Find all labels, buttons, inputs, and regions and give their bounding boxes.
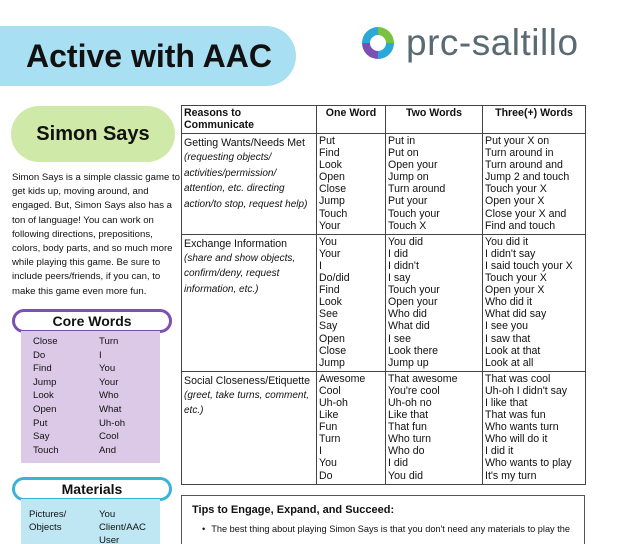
phrase: Put in: [388, 135, 416, 147]
material-item: Pictures/: [29, 509, 67, 520]
phrase: Open your: [388, 159, 438, 172]
column-header: Reasons to Communicate: [182, 106, 317, 134]
core-word: Close: [33, 336, 58, 347]
phrase: Close your X and: [485, 207, 567, 220]
phrase: Touch your X: [485, 272, 547, 285]
core-word: Jump: [33, 376, 57, 388]
phrase: Your: [319, 219, 341, 232]
two-word-cell: [386, 134, 483, 235]
core-word: You: [99, 363, 116, 375]
phrase: I say: [388, 272, 411, 285]
phrase: That was cool: [485, 372, 551, 385]
phrase: Who wants to play: [485, 457, 572, 470]
phrase: You're cool: [388, 384, 440, 397]
tips-item: [192, 524, 574, 534]
phrase: Like: [319, 409, 339, 422]
core-word: Look: [33, 390, 54, 402]
phrase: You: [319, 457, 337, 470]
materials-list: [21, 499, 160, 544]
phrase: Turn around: [388, 183, 446, 196]
page-title: Active with AAC: [26, 37, 272, 74]
phrase: Open your X: [485, 284, 545, 297]
phrase: Turn around in: [485, 147, 554, 160]
table-row: [182, 371, 586, 484]
phrase: Open: [319, 171, 345, 184]
phrase: I like that: [485, 396, 528, 409]
phrase: See: [319, 308, 338, 321]
table-row: [182, 134, 586, 235]
phrase: Close: [319, 183, 347, 196]
phrase: You did: [388, 235, 423, 248]
phrase: That was fun: [485, 409, 546, 422]
core-word: Turn: [99, 336, 119, 347]
one-word-cell: [317, 234, 386, 371]
three-word-cell: [483, 234, 586, 371]
material-item: Client/AAC: [99, 522, 146, 533]
phrase: Awesome: [319, 372, 366, 385]
core-word: Your: [99, 376, 119, 388]
reason-title: Exchange Information: [184, 237, 288, 250]
core-words-list: [21, 331, 160, 463]
phrase: Look there: [388, 344, 439, 357]
phrase: Uh-oh no: [388, 396, 432, 409]
phrase: Who did it: [485, 296, 533, 309]
phrase: Find and touch: [485, 219, 556, 232]
phrase: What did: [388, 320, 430, 333]
materials-heading: Materials: [12, 477, 172, 501]
column-header: One Word: [317, 106, 386, 134]
phrase: You did it: [485, 235, 529, 248]
phrase: I did: [388, 247, 409, 260]
core-words-heading: Core Words: [12, 309, 172, 333]
phrase: Who wants turn: [485, 421, 559, 434]
phrase: Look at all: [485, 356, 534, 369]
phrase: Jump: [319, 195, 345, 208]
core-word: What: [99, 403, 122, 415]
core-word: Who: [99, 390, 119, 402]
one-word-cell: [317, 134, 386, 235]
core-word: Put: [33, 417, 48, 429]
phrase: Your: [319, 247, 341, 260]
phrase: Find: [319, 284, 340, 297]
bullet-icon: •: [202, 524, 206, 534]
phrase: Do/did: [319, 272, 350, 285]
phrase: Jump: [319, 356, 345, 369]
activity-intro: Simon Says is a simple classic game to get kids up, moving around, and engaged. But, Simon Says also has a ton of language! You can work on following directions, prepositions, colors, body parts, and so much more while playing this game. Be sure to include peers/friends, if you can, to make this game even more fun.: [12, 172, 180, 297]
column-header: Three(+) Words: [483, 106, 586, 134]
one-word-cell: [317, 371, 386, 484]
table-row: [182, 234, 586, 371]
phrase: Uh-oh I didn't say: [485, 384, 568, 397]
phrase: Touch: [319, 207, 348, 220]
phrase: Close: [319, 344, 347, 357]
activity-name-pill: [11, 106, 175, 162]
phrase: Who did: [388, 308, 427, 321]
column-header: Two Words: [386, 106, 483, 134]
phrase: Open your: [388, 296, 438, 309]
three-word-cell: [483, 371, 586, 484]
phrase: Touch your: [388, 207, 440, 220]
phrase: What did say: [485, 308, 547, 321]
phrase: I said touch your X: [485, 259, 573, 272]
table-header-row: [182, 106, 586, 134]
material-item: [29, 535, 99, 544]
reason-detail: (greet, take turns, comment, etc.): [184, 389, 310, 417]
activity-name: Simon Says: [36, 122, 150, 145]
phrase: Touch your X: [485, 183, 547, 196]
phrase: I see: [388, 332, 411, 345]
phrase: Put: [319, 135, 335, 147]
phrase: Like that: [388, 409, 429, 422]
phrase: Jump up: [388, 356, 429, 369]
phrase: I did: [388, 457, 409, 470]
reason-detail: (share and show objects, confirm/deny, request information, etc.): [184, 252, 296, 295]
phrase: Turn around and: [485, 159, 563, 172]
phrase: Turn: [319, 433, 341, 446]
phrase: Jump 2 and touch: [485, 171, 570, 184]
two-word-cell: [386, 371, 483, 484]
phrase: Say: [319, 320, 338, 333]
reason-cell: [182, 134, 317, 235]
core-word: Open: [33, 403, 57, 415]
reason-cell: [182, 234, 317, 371]
tips-title: Tips to Engage, Expand, and Succeed:: [192, 504, 395, 516]
reason-title: Social Closeness/Etiquette: [184, 374, 311, 387]
phrase: That fun: [388, 421, 427, 434]
phrase: Open your X: [485, 195, 545, 208]
two-word-cell: [386, 234, 483, 371]
core-word: Touch: [33, 444, 59, 456]
phrase: Jump on: [388, 171, 429, 184]
phrase: Who do: [388, 445, 425, 458]
phrase: Look: [319, 296, 342, 309]
phrase: I see you: [485, 320, 528, 333]
phrase: I didn't say: [485, 247, 536, 260]
phrase: Fun: [319, 421, 338, 434]
core-word: Find: [33, 363, 52, 375]
phrase: Put your: [388, 195, 428, 208]
tips-text: The best thing about playing Simon Says is that you don't need any materials to play the: [211, 524, 570, 534]
phrase: Find: [319, 147, 340, 160]
phrase: I: [319, 259, 322, 272]
title-banner: [0, 26, 296, 86]
phrase: That awesome: [388, 372, 458, 385]
phrase: Touch your: [388, 284, 440, 297]
phrase: Uh-oh: [319, 396, 348, 409]
core-word: Cool: [99, 431, 119, 443]
prc-saltillo-logo: [358, 18, 608, 68]
phrase: I saw that: [485, 332, 531, 345]
reason-cell: [182, 371, 317, 484]
material-item: Objects: [29, 522, 62, 533]
phrase: It's my turn: [485, 469, 537, 482]
phrase: Do: [319, 469, 333, 482]
phrase: You: [319, 235, 337, 248]
communication-table: [181, 105, 586, 485]
phrase: You did: [388, 469, 423, 482]
phrase: Open: [319, 332, 345, 345]
phrase: Who will do it: [485, 433, 548, 446]
phrase: Cool: [319, 384, 341, 397]
three-word-cell: [483, 134, 586, 235]
core-word: Say: [33, 431, 50, 443]
core-word: Uh-oh: [99, 417, 126, 429]
tips-box: [181, 495, 585, 544]
phrase: Touch X: [388, 219, 427, 232]
core-word: And: [99, 444, 117, 456]
phrase: I did it: [485, 445, 514, 458]
phrase: Put your X on: [485, 135, 550, 147]
core-word: Do: [33, 349, 46, 361]
phrase: I: [319, 445, 322, 458]
phrase: Look: [319, 159, 342, 172]
material-item: You: [99, 509, 116, 520]
reason-title: Getting Wants/Needs Met: [184, 137, 305, 149]
phrase: Put on: [388, 147, 419, 160]
phrase: I didn't: [388, 259, 419, 272]
phrase: Who turn: [388, 433, 431, 446]
core-word: I: [99, 349, 102, 361]
logo-text: prc-saltillo: [406, 22, 579, 63]
reason-detail: (requesting objects/ activities/permission/ attention, etc. directing action/to stop, request help): [184, 152, 308, 210]
material-item: User: [99, 535, 120, 544]
prc-swirl-logo-icon: [358, 23, 398, 63]
phrase: Look at that: [485, 344, 541, 357]
